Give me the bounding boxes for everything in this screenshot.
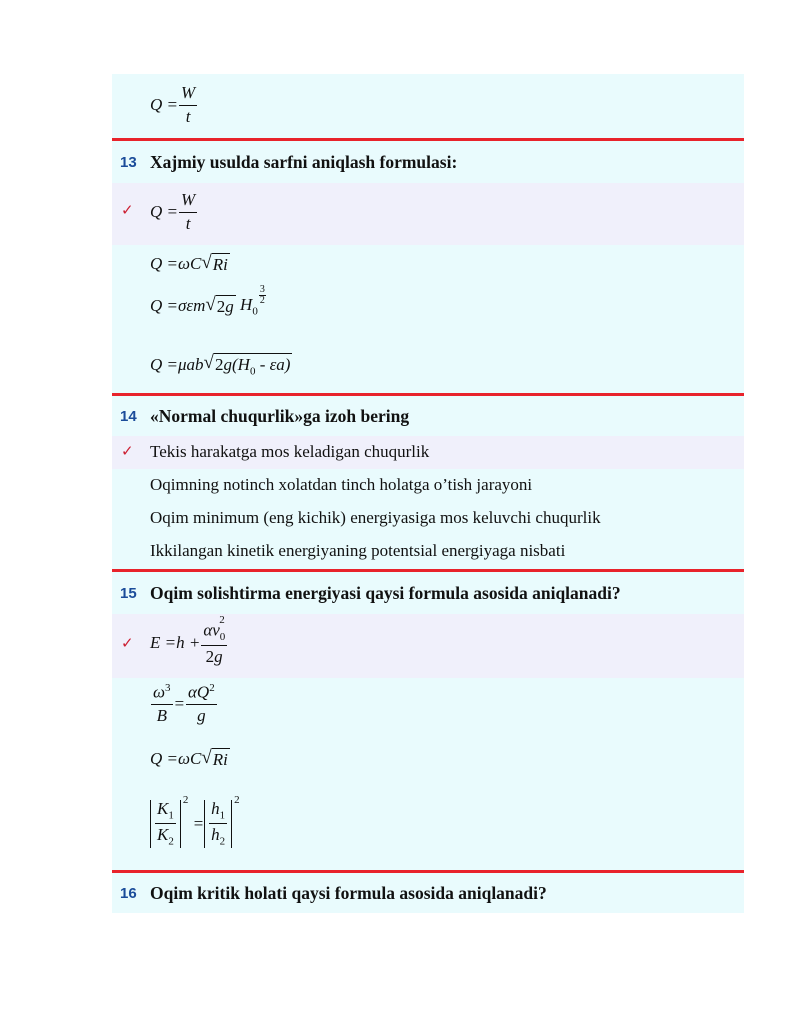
formula: $\frac{K_1}{K_2}$ 2 = $\frac{h_1}{h_2}$ 2 [150,800,240,848]
check-icon: ✓ [121,634,134,652]
question-text: Xajmiy usulda sarfni aniqlash formulasi: [150,151,458,172]
answer-text: Tekis harakatga mos keladigan chuqurlik [150,442,430,461]
question-text: Oqim kritik holati qaysi formula asosida aniqlanadi? [150,882,547,903]
answer-text: Ikkilangan kinetik energiyaning potentsial energiyaga nisbati [150,541,566,560]
answer-text: Oqimning notinch xolatdan tinch holatga o’tish jarayoni [150,475,533,494]
answer-option[interactable] [112,245,744,289]
answer-option[interactable] [112,744,744,788]
question-text: «Normal chuqurlik»ga izoh bering [150,405,410,426]
question-number: 13 [120,153,137,171]
question-header [112,396,744,436]
answer-option[interactable] [112,283,744,347]
formula: Q =μab √ $2g(H_0 - \varepsilon a)$ [150,352,291,378]
answer-option[interactable] [112,502,744,535]
answer-option[interactable] [112,347,744,393]
check-icon: ✓ [121,442,134,460]
answer-option[interactable] [112,535,744,569]
formula: Q = $\frac{W}{t}$ [150,190,196,233]
answer-text: Oqim minimum (eng kichik) energiyasiga mos keluvchi chuqurlik [150,508,601,527]
formula: Q =ωC √ Ri [150,252,228,274]
answer-option-correct[interactable] [112,614,744,678]
answer-option[interactable] [112,678,744,744]
formula: Q =σεm √ 2g $H_0$ 3 2 [150,283,265,318]
question-number: 16 [120,884,137,902]
formula: E =h + $\frac{\alpha v_0^2}{2g}$ [150,614,226,667]
answer-option-correct[interactable] [112,183,744,245]
answer-option[interactable] [112,788,744,870]
formula: Q =ωC √ Ri [150,747,228,769]
question-text: Oqim solishtirma energiyasi qaysi formula asosida aniqlanadi? [150,582,621,603]
question-header [112,873,744,913]
answer-option[interactable] [112,469,744,502]
answer-option-correct[interactable] [112,436,744,469]
question-header [112,572,744,614]
quiz-sheet [112,74,744,913]
question-number: 15 [120,584,137,602]
formula: Q = $\frac{W}{t}$ [150,83,196,126]
answer-option [112,74,744,138]
check-icon: ✓ [121,201,134,219]
formula: $\frac{\omega^3}{B}$ = $\frac{\alpha Q^2}{g}$ [153,682,215,726]
question-number: 14 [120,407,137,425]
question-header [112,141,744,183]
